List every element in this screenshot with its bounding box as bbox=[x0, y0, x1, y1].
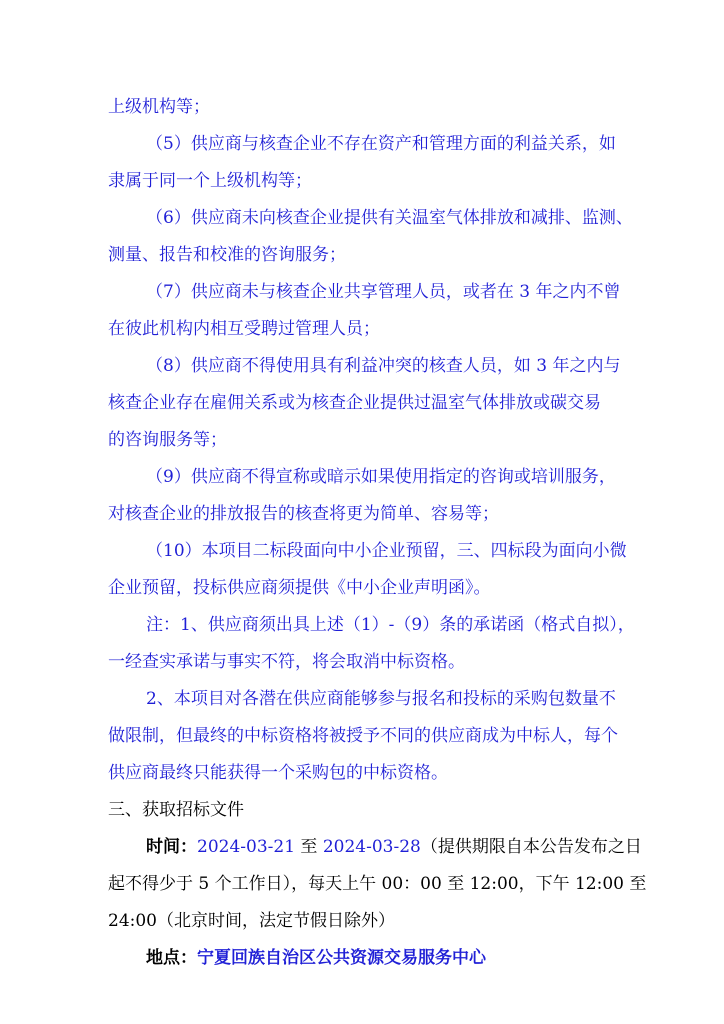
text-line: （8）供应商不得使用具有利益冲突的核查人员，如 3 年之内与 bbox=[146, 356, 621, 376]
place-line bbox=[146, 948, 486, 968]
time-line bbox=[146, 837, 642, 857]
text-line: 注：1、供应商须出具上述（1）-（9）条的承诺函（格式自拟）， bbox=[146, 615, 635, 635]
text-line: （7）供应商未与核查企业共享管理人员，或者在 3 年之内不曾 bbox=[146, 282, 621, 302]
time-line-2: 起不得少于 5 个工作日），每天上午 00：00 至 12:00，下午 12:00 至 bbox=[108, 874, 647, 894]
time-start-date: 2024-03-21 bbox=[197, 837, 296, 857]
text-line: 做限制，但最终的中标资格将被授予不同的供应商成为中标人，每个 bbox=[108, 726, 618, 746]
text-line: 对核查企业的排放报告的核查将更为简单、容易等； bbox=[108, 504, 499, 524]
text-line: （5）供应商与核查企业不存在资产和管理方面的利益关系，如 bbox=[146, 134, 616, 154]
text-line: 测量、报告和校准的咨询服务； bbox=[108, 245, 346, 265]
text-line: 在彼此机构内相互受聘过管理人员； bbox=[108, 319, 380, 339]
time-label: 时间： bbox=[146, 837, 197, 857]
text-line: 隶属于同一个上级机构等； bbox=[108, 171, 312, 191]
text-line: 供应商最终只能获得一个采购包的中标资格。 bbox=[108, 763, 448, 783]
text-line: 企业预留，投标供应商须提供《中小企业声明函》。 bbox=[108, 578, 491, 598]
time-to-text: 至 bbox=[295, 837, 323, 857]
text-line: 2、本项目对各潜在供应商能够参与报名和投标的采购包数量不 bbox=[146, 689, 616, 709]
text-line: 一经查实承诺与事实不符，将会取消中标资格。 bbox=[108, 652, 465, 672]
text-line: （10）本项目二标段面向中小企业预留，三、四标段为面向小微 bbox=[146, 541, 627, 561]
section-heading: 三、获取招标文件 bbox=[108, 800, 244, 820]
text-line: （9）供应商不得宣称或暗示如果使用指定的咨询或培训服务， bbox=[146, 467, 616, 487]
time-end-date: 2024-03-28 bbox=[322, 837, 421, 857]
text-line: 核查企业存在雇佣关系或为核查企业提供过温室气体排放或碳交易 bbox=[108, 393, 601, 413]
time-line-3: 24:00（北京时间，法定节假日除外） bbox=[108, 911, 395, 931]
text-line: 的咨询服务等； bbox=[108, 430, 227, 450]
text-line: （6）供应商未向核查企业提供有关温室气体排放和减排、监测、 bbox=[146, 208, 633, 228]
place-label: 地点： bbox=[146, 948, 197, 968]
place-value: 宁夏回族自治区公共资源交易服务中心 bbox=[197, 948, 486, 968]
time-rest-text: （提供期限自本公告发布之日 bbox=[420, 837, 642, 857]
text-line: 上级机构等； bbox=[108, 97, 210, 117]
